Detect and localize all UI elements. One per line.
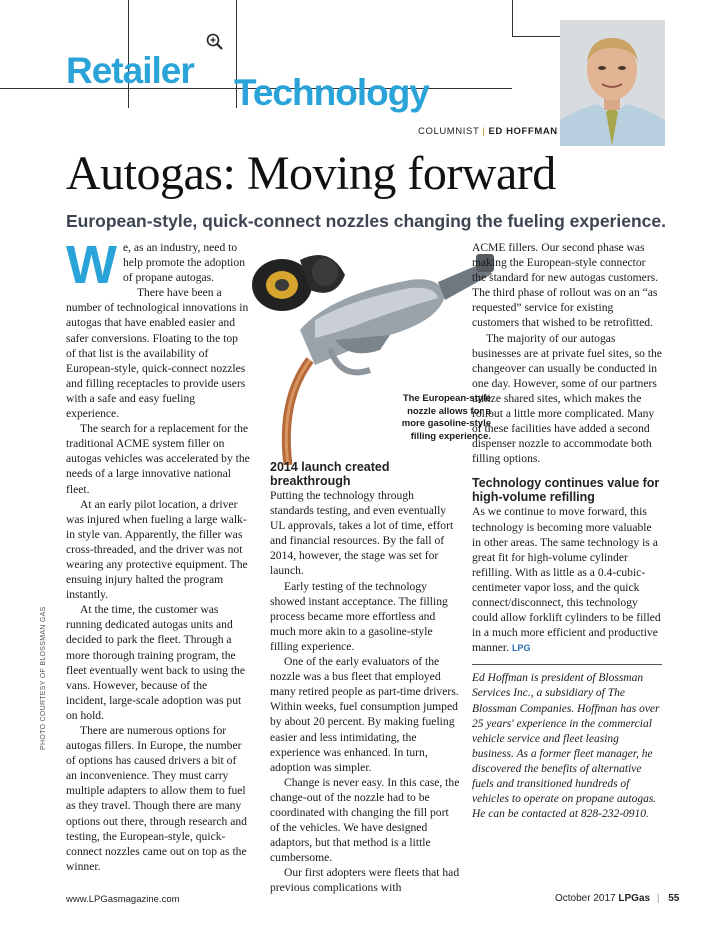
- drop-cap: W: [66, 235, 117, 295]
- article-deck: European-style, quick-connect nozzles changing the fueling experience.: [66, 211, 666, 231]
- paragraph: Change is never easy. In this case, the change-out of the nozzle had to be coordinated with changing the fill port of the vehicles. We have designed adaptors, but that method is a little cumbersome.: [270, 775, 460, 865]
- article-title: Autogas: Moving forward: [66, 147, 556, 200]
- paragraph: One of the early evaluators of the nozzle was a bus fleet that employed many retired people as part-time drivers. Within weeks, fuel consumption jumped by about 20 percent. By making fueling easier and less intimidating, the experience was enhanced. In turn, adoption was simpler.: [270, 655, 459, 774]
- article-column-1: [66, 235, 250, 874]
- columnist-name: ED HOFFMAN: [488, 126, 558, 137]
- footer-issue: October 2017: [555, 893, 616, 904]
- section-title-word2: Technology: [234, 72, 429, 113]
- page-number: 55: [668, 893, 680, 904]
- paragraph: The search for a replacement for the traditional ACME system filler on autogas vehicles was accelerated by the needs of a large innovative national fleet.: [66, 422, 250, 496]
- photo-caption: The European-style nozzle allows for a more gasoline-style filling experience.: [401, 393, 491, 442]
- columnist-byline: COLUMNIST | ED HOFFMAN: [418, 126, 558, 137]
- paragraph: At the time, the customer was running dedicated autogas units and decided to park the fleet. Through a more thorough training program, the fleet eventually went back to using the vans. However, because of the incident, large-scale adoption was put on hold.: [66, 603, 246, 722]
- paragraph: Putting the technology through standards testing, and even eventually UL approvals, takes a lot of time, effort and financial resources. By the fall of 2014, however, the stage was set for launch.: [270, 489, 454, 578]
- paragraph: Early testing of the technology showed instant acceptance. The filling process became more effortless and much more akin to a gasoline-style filling experience.: [270, 579, 448, 653]
- end-tag: LPG: [511, 643, 531, 654]
- columnist-portrait: [560, 20, 665, 146]
- paragraph-text: e, as an industry, need to help promote the adoption of propane autogas.: [122, 241, 245, 285]
- subheading: 2014 launch created breakthrough: [270, 460, 390, 488]
- author-bio: Ed Hoffman is president of Blossman Services Inc., a subsidiary of The Blossman Companies. Hoffman has over 25 years' experience in the commercial vehicle service and fleet leasing business. As a former fleet manager, he discovered the benefits of alternative fuels and transitioned hundreds of vehicles to operate on propane autogas. He can be contacted at 828-232-0910.: [472, 672, 660, 821]
- paragraph: ACME fillers. Our second phase was making the European-style connector the standard for new autogas customers. The third phase of rollout was on an “as requested” service for existing customers that wished to be retrofitted.: [472, 241, 659, 330]
- footer-folio: October 2017 LPGas | 55: [555, 893, 680, 904]
- bio-divider: [472, 664, 662, 665]
- frame-rule-top-right: [512, 0, 513, 36]
- article-column-3: [472, 240, 662, 822]
- zoom-in-icon[interactable]: [205, 32, 225, 52]
- paragraph: The majority of our autogas businesses are at private fuel sites, so the changeover can usually be conducted in one day. However, some of our partners utilize shared sites, which makes the rollout a little more complicated. Many of these facilities have added a second dispenser nozzle to accommodate both filling options.: [472, 331, 662, 466]
- footer-website[interactable]: www.LPGasmagazine.com: [66, 894, 180, 905]
- paragraph: [66, 235, 250, 295]
- paragraph: Our first adopters were fleets that had previous complications with: [270, 866, 460, 895]
- paragraph: There have been a number of technological innovations in autogas that have enabled easier and safer conversions. Floating to the top of that list is the availability of European-style, quick-connect nozzles and filling receptacles to provide users with a safe and easy fueling experience.: [66, 286, 249, 421]
- paragraph: [472, 504, 662, 656]
- paragraph: There are numerous options for autogas fillers. In Europe, the number of options has caused drivers a bit of an inconvenience. They must carry multiple adapters to allow them to fuel as they travel. Though there are many options out there, through research and testing, the European-style, quick-connect nozzles came out on top as the winner.: [66, 724, 247, 873]
- footer-magazine: LPGas: [618, 893, 651, 904]
- columnist-label: COLUMNIST: [418, 126, 480, 137]
- section-title-word1: Retailer: [66, 50, 194, 91]
- subheading: Technology continues value for high-volume refilling: [472, 476, 660, 505]
- paragraph: At an early pilot location, a driver was injured when fueling a large walk-in style van. Apparently, the filler was cross-threaded, and the driver was not wearing any protective equipment. The ensuing injury halted the program instantly.: [66, 497, 248, 602]
- photo-credit: PHOTO COURTESY OF BLOSSMAN GAS: [40, 606, 47, 750]
- article-column-2: [270, 460, 460, 896]
- paragraph-text: As we continue to move forward, this technology is becoming more valuable in other areas. The same technology is a great fit for high-volume cylinder refilling. With as little as a 0.4-cubic-centimeter vapor loss, and the quick connect/disconnect, this technology could allow forklift cylinders to be filled in a much more efficient and productive manner.: [472, 505, 661, 655]
